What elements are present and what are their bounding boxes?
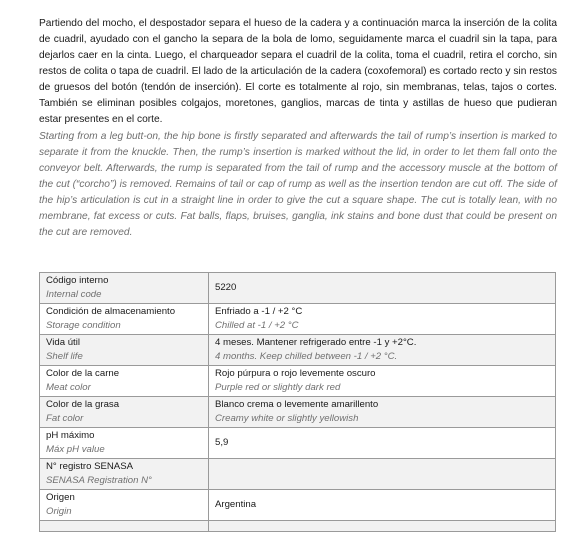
spec-value-empty [209, 521, 556, 532]
spec-value-en: 4 months. Keep chilled between -1 / +2 °C. [215, 351, 398, 362]
spec-label-en: Storage condition [46, 320, 121, 331]
spec-label-en: Shelf life [46, 351, 83, 362]
spec-value-en: Creamy white or slightly yellowish [215, 413, 359, 424]
table-row [40, 366, 556, 397]
spec-value [209, 459, 556, 490]
table-row [40, 428, 556, 459]
table-row [40, 490, 556, 521]
table-row [40, 273, 556, 304]
spec-label-en: Máx pH value [46, 444, 105, 455]
spec-label [40, 366, 209, 397]
spec-value-es: 5,9 [215, 437, 229, 448]
table-row [40, 397, 556, 428]
spec-label-es: Condición de almacenamiento [46, 306, 176, 317]
spec-value [209, 428, 556, 459]
table-row [40, 304, 556, 335]
spec-label-es: pH máximo [46, 430, 95, 441]
spec-value [209, 490, 556, 521]
spec-label-es: N° registro SENASA [46, 461, 134, 472]
specification-table [39, 272, 556, 532]
spec-label-en: Meat color [46, 382, 91, 393]
spec-label [40, 428, 209, 459]
spec-value [209, 366, 556, 397]
spec-label-en: Internal code [46, 289, 102, 300]
description-english: Starting from a leg butt-on, the hip bone is firstly separated and afterwards the tail of rump’s insertion is marked to separate it from the knuckle. Then, the rump’s insertion is marked without the lid, in order to let them fall onto the conveyor belt. Afterwards, the rump is separated from the tail of rump and the accessory muscle at the bottom of the cut (“corcho”) is removed. Remains of tail or cap of rump as well as the insertion tendon are cut off. The side of the hip’s articulation is cut in a straight line in order to give the cut a square shape. The cut is totally lean, with no membrane, fat excess or cuts. Fat balls, flaps, bruises, ganglia, ink stains and bone dust that could be present on the cut are removed. [39, 131, 557, 238]
table-row [40, 459, 556, 490]
spec-label [40, 304, 209, 335]
spec-label-en: Origin [46, 506, 72, 517]
spec-value [209, 304, 556, 335]
spec-label-en: SENASA Registration N° [46, 475, 152, 486]
product-description [39, 16, 557, 241]
spec-value-en: Purple red or slightly dark red [215, 382, 341, 393]
spec-label-empty [40, 521, 209, 532]
spec-value-es: Enfriado a -1 / +2 °C [215, 306, 303, 317]
spec-label-es: Vida útil [46, 337, 80, 348]
spec-value-es: 5220 [215, 282, 237, 293]
spec-label-es: Color de la grasa [46, 399, 120, 410]
spec-value [209, 397, 556, 428]
spec-label-es: Color de la carne [46, 368, 120, 379]
spec-label [40, 490, 209, 521]
table-row [40, 335, 556, 366]
spec-value-es: Blanco crema o levemente amarillento [215, 399, 379, 410]
spec-label [40, 459, 209, 490]
spec-label-es: Origen [46, 492, 75, 503]
spec-label-en: Fat color [46, 413, 84, 424]
spec-label [40, 397, 209, 428]
spec-value-es: 4 meses. Mantener refrigerado entre -1 y +2°C. [215, 337, 417, 348]
spec-label-es: Código interno [46, 275, 109, 286]
spec-label [40, 273, 209, 304]
spec-value [209, 273, 556, 304]
spec-value-es: Argentina [215, 499, 257, 510]
spec-value-en: Chilled at -1 / +2 °C [215, 320, 299, 331]
table-row-empty [40, 521, 556, 532]
description-spanish: Partiendo del mocho, el despostador separa el hueso de la cadera y a continuación marca la inserción de la colita de cuadril, ayudado con el gancho la separa de la bola de lomo, seguidamente marca el cuadril sin la tapa, para dejarlos caer en la cinta. Luego, el charqueador separa el cuadril de la colita, toma el cuadril, retira el corcho, sin restos de colita o tapa de cuadril. El lado de la articulación de la cadera (coxofemoral) es cortado recto y sin restos de gruesos del botón (tendón de inserción). El corte es totalmente al rojo, sin membranas, telas, tajos o cortes. También se eliminan posibles colgajos, moretones, ganglios, marcas de tinta y astillas de hueso que pudieran estar presentes en el corte. [39, 18, 557, 125]
spec-value-es: Rojo púrpura o rojo levemente oscuro [215, 368, 376, 379]
spec-value [209, 335, 556, 366]
spec-label [40, 335, 209, 366]
